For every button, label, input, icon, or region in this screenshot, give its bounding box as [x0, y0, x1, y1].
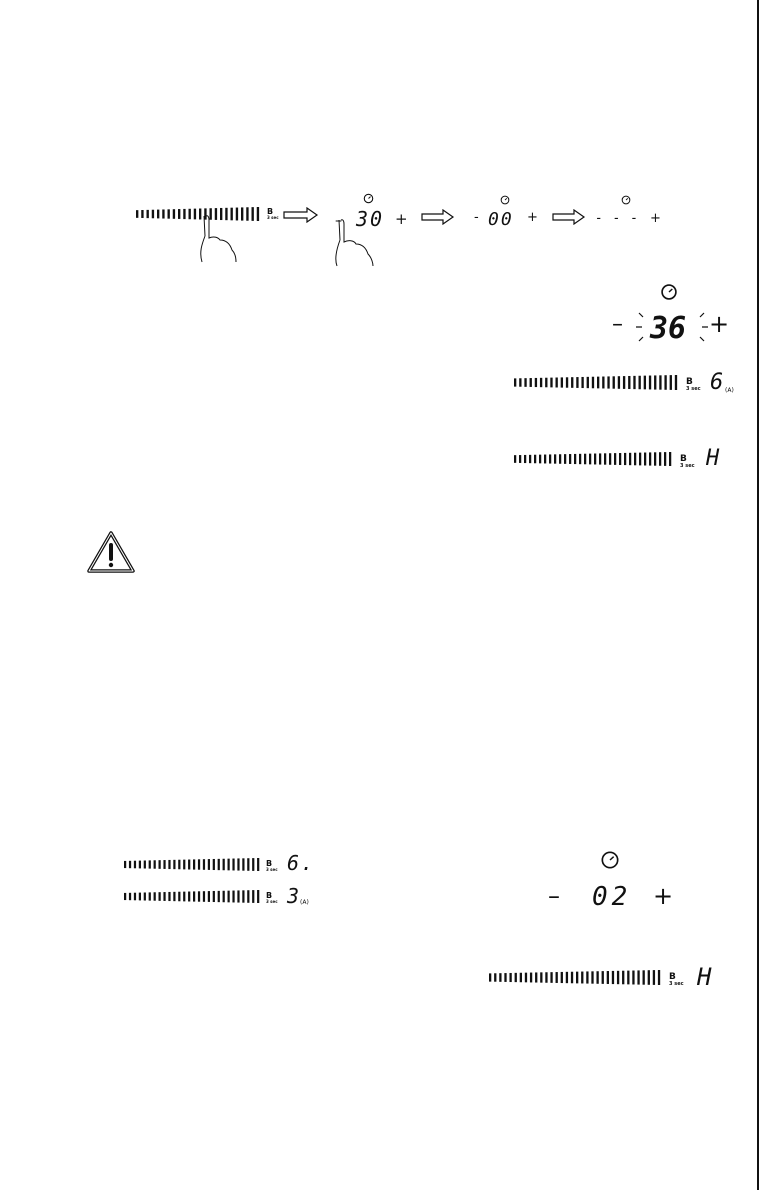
slider-tick	[659, 375, 661, 389]
timer-display: 30	[356, 207, 385, 231]
slider-tick	[599, 453, 601, 464]
slider-tick	[188, 860, 190, 870]
slider-tick	[619, 453, 621, 465]
slider-tick	[613, 376, 615, 388]
slider-tick	[561, 972, 563, 983]
slider-tick	[566, 377, 568, 387]
slider-tick	[664, 375, 666, 390]
slider-tick	[208, 859, 210, 870]
slider-tick	[504, 973, 506, 982]
slider-tick	[545, 972, 547, 983]
slider-tick	[550, 972, 552, 983]
slider-b-label: B 3 sec	[680, 454, 695, 469]
slider-tick	[564, 454, 566, 464]
slider-tick	[183, 209, 185, 219]
timer-plus-button[interactable]: +	[395, 210, 408, 228]
slider-tick	[157, 210, 159, 219]
slider-tick	[669, 452, 671, 466]
slider-tick	[154, 860, 156, 868]
slider-tick	[648, 970, 650, 985]
slider-tick	[649, 376, 651, 390]
slider-tick	[654, 452, 656, 465]
slider-tick	[162, 209, 164, 218]
power-level-display: 6.	[287, 851, 316, 875]
slider-tick	[134, 861, 136, 869]
slider-tick	[252, 207, 254, 221]
slider-tick	[134, 893, 136, 901]
arrow-right-icon	[283, 207, 319, 223]
slider-tick	[189, 209, 191, 219]
slider-b-label: B 3 sec	[266, 859, 278, 872]
slider-tick	[141, 210, 143, 218]
slider-tick	[489, 973, 491, 981]
arrow-right-icon	[552, 209, 586, 225]
slider-tick	[612, 971, 614, 984]
boost-indicator: (A)	[725, 387, 734, 394]
slider-tick	[178, 892, 180, 902]
slider-tick	[624, 453, 626, 465]
slider-tick	[589, 454, 591, 465]
slider-tick	[208, 891, 210, 902]
arrow-right-icon	[421, 209, 455, 225]
slider-tick	[576, 377, 578, 388]
slider-bar[interactable]	[124, 890, 262, 903]
slider-tick	[561, 377, 563, 387]
slider-tick	[247, 890, 249, 903]
slider-tick	[633, 376, 635, 389]
slider-tick	[173, 209, 175, 219]
slider-tick	[654, 375, 656, 389]
slider-tick	[188, 892, 190, 902]
slider-tick	[644, 376, 646, 390]
slider-tick	[237, 890, 239, 902]
slider-tick	[566, 972, 568, 983]
slider-tick	[644, 453, 646, 466]
slider-tick	[675, 375, 677, 390]
slider-bar[interactable]	[124, 858, 262, 871]
slider-tick	[515, 973, 517, 982]
power-level-display: 6	[710, 370, 726, 395]
slider-tick	[519, 455, 521, 463]
slider-tick	[627, 971, 629, 985]
timer-plus-button[interactable]: +	[709, 310, 730, 338]
slider-tick	[159, 860, 161, 869]
slider-tick	[658, 970, 660, 985]
slider-tick	[637, 970, 639, 984]
slider-tick	[519, 378, 521, 386]
slider-tick	[152, 210, 154, 219]
slider-tick	[218, 859, 220, 870]
slider-tick	[592, 377, 594, 389]
slider-tick	[144, 860, 146, 868]
slider-tick	[252, 858, 254, 871]
slider-tick	[544, 455, 546, 464]
slider-tick	[183, 860, 185, 870]
timer-minus-button[interactable]: –	[612, 312, 623, 337]
slider-tick	[664, 452, 666, 466]
power-level-display: 3	[287, 884, 302, 908]
slider-tick	[596, 971, 598, 984]
slider-tick	[218, 891, 220, 902]
slider-tick	[213, 859, 215, 870]
slider-tick	[604, 453, 606, 464]
slider-tick	[524, 455, 526, 463]
slider-tick	[659, 452, 661, 466]
slider-tick	[228, 859, 230, 871]
slider-b-label: B 3 sec	[267, 207, 279, 220]
timer-minus-button[interactable]: –	[548, 882, 560, 910]
slider-tick	[653, 970, 655, 985]
slider-tick	[586, 971, 588, 983]
slider-tick	[581, 972, 583, 984]
slider-b-label: B 3 sec	[686, 377, 701, 392]
slider-tick	[514, 455, 516, 463]
slider-tick	[237, 858, 239, 870]
timer-plus-button[interactable]: +	[650, 211, 661, 226]
slider-tick	[183, 892, 185, 902]
timer-display: 36	[650, 311, 687, 346]
slider-tick	[587, 377, 589, 388]
slider-tick	[574, 454, 576, 464]
slider-tick	[257, 890, 259, 903]
slider-tick	[168, 860, 170, 869]
slider-tick	[571, 972, 573, 984]
slider-tick	[622, 971, 624, 985]
slider-tick	[203, 891, 205, 902]
slider-tick	[556, 972, 558, 983]
slider-tick	[232, 859, 234, 871]
slider-tick	[597, 377, 599, 389]
slider-tick	[198, 859, 200, 869]
warning-triangle-icon	[86, 530, 136, 574]
slider-tick	[554, 454, 556, 463]
page-edge-line	[757, 0, 759, 1190]
slider-bar[interactable]	[489, 970, 663, 985]
slider-tick	[584, 454, 586, 465]
slider-tick	[535, 972, 537, 982]
slider-tick	[147, 210, 149, 218]
slider-tick	[559, 454, 561, 464]
hand-pointer-icon	[330, 218, 380, 268]
slider-tick	[581, 377, 583, 388]
slider-tick	[154, 892, 156, 900]
slider-tick	[198, 891, 200, 901]
slider-tick	[545, 378, 547, 388]
slider-tick	[223, 891, 225, 902]
slider-tick	[540, 972, 542, 982]
slider-tick	[530, 973, 532, 983]
slider-tick	[203, 859, 205, 870]
slider-tick	[168, 209, 170, 218]
timer-display: 02	[592, 882, 632, 912]
slider-tick	[520, 973, 522, 982]
timer-plus-button[interactable]: +	[653, 882, 674, 910]
slider-tick	[178, 209, 180, 219]
slider-tick	[602, 971, 604, 984]
slider-tick	[136, 210, 138, 218]
slider-tick	[530, 378, 532, 387]
slider-tick	[535, 378, 537, 387]
boost-indicator: (A)	[300, 899, 309, 906]
slider-tick	[525, 973, 527, 983]
slider-tick	[178, 860, 180, 870]
timer-minus-button[interactable]: –	[335, 213, 342, 229]
slider-tick	[524, 378, 526, 387]
slider-tick	[149, 860, 151, 868]
slider-tick	[124, 861, 126, 868]
slider-tick	[499, 973, 501, 982]
slider-tick	[247, 858, 249, 871]
slider-tick	[629, 453, 631, 465]
slider-tick	[607, 971, 609, 984]
slider-tick	[639, 376, 641, 389]
slider-tick	[213, 891, 215, 902]
slider-b-label: B 3 sec	[266, 891, 278, 904]
slider-tick	[242, 890, 244, 902]
slider-tick	[193, 859, 195, 869]
slider-tick	[223, 859, 225, 870]
slider-tick	[571, 377, 573, 388]
slider-tick	[193, 891, 195, 901]
slider-bar[interactable]	[514, 375, 680, 390]
slider-tick	[594, 454, 596, 465]
slider-tick	[252, 890, 254, 903]
slider-tick	[139, 861, 141, 869]
slider-tick	[591, 971, 593, 983]
slider-tick	[623, 376, 625, 389]
slider-tick	[639, 453, 641, 466]
slider-tick	[618, 376, 620, 389]
slider-tick	[242, 858, 244, 870]
slider-tick	[163, 860, 165, 869]
slider-tick	[139, 893, 141, 901]
slider-tick	[634, 453, 636, 466]
timer-minus-button[interactable]: -	[474, 210, 479, 225]
power-level-display: H	[697, 963, 714, 991]
slider-tick	[539, 455, 541, 464]
slider-tick	[540, 378, 542, 387]
timer-display: 00	[488, 209, 514, 230]
slider-tick	[159, 892, 161, 901]
slider-tick	[556, 378, 558, 388]
hand-pointer-icon	[196, 214, 244, 264]
slider-tick	[609, 453, 611, 465]
slider-tick	[149, 892, 151, 900]
slider-tick	[246, 207, 248, 220]
slider-bar[interactable]	[514, 452, 674, 466]
clock-icon	[363, 193, 374, 204]
slider-tick	[509, 973, 511, 982]
slider-tick	[670, 375, 672, 390]
slider-b-label: B 3 sec	[669, 972, 684, 987]
slider-tick	[529, 455, 531, 463]
slider-tick	[617, 971, 619, 984]
slider-tick	[173, 892, 175, 901]
clock-icon	[621, 195, 631, 205]
timer-plus-button[interactable]: +	[527, 210, 538, 225]
slider-tick	[643, 970, 645, 984]
slider-tick	[607, 376, 609, 388]
slider-tick	[569, 454, 571, 464]
slider-tick	[257, 858, 259, 871]
slider-tick	[632, 971, 634, 985]
slider-tick	[602, 377, 604, 389]
slider-tick	[129, 861, 131, 868]
slider-tick	[163, 892, 165, 901]
slider-tick	[579, 454, 581, 464]
clock-icon	[600, 850, 620, 870]
power-level-display: H	[706, 446, 722, 471]
slider-tick	[144, 892, 146, 900]
slider-tick	[534, 455, 536, 464]
slider-tick	[173, 860, 175, 869]
slider-tick	[649, 452, 651, 465]
slider-tick	[124, 893, 126, 900]
slider-tick	[549, 454, 551, 463]
slider-tick	[614, 453, 616, 465]
slider-tick	[232, 891, 234, 903]
slider-tick	[576, 972, 578, 984]
slider-tick	[514, 378, 516, 386]
slider-tick	[168, 892, 170, 901]
slider-tick	[129, 893, 131, 900]
clock-icon	[500, 195, 510, 205]
timer-display: - - -	[595, 211, 640, 226]
slider-tick	[228, 891, 230, 903]
slider-tick	[257, 207, 259, 221]
slider-tick	[628, 376, 630, 389]
slider-tick	[494, 973, 496, 981]
slider-tick	[550, 378, 552, 388]
clock-icon	[660, 283, 678, 301]
